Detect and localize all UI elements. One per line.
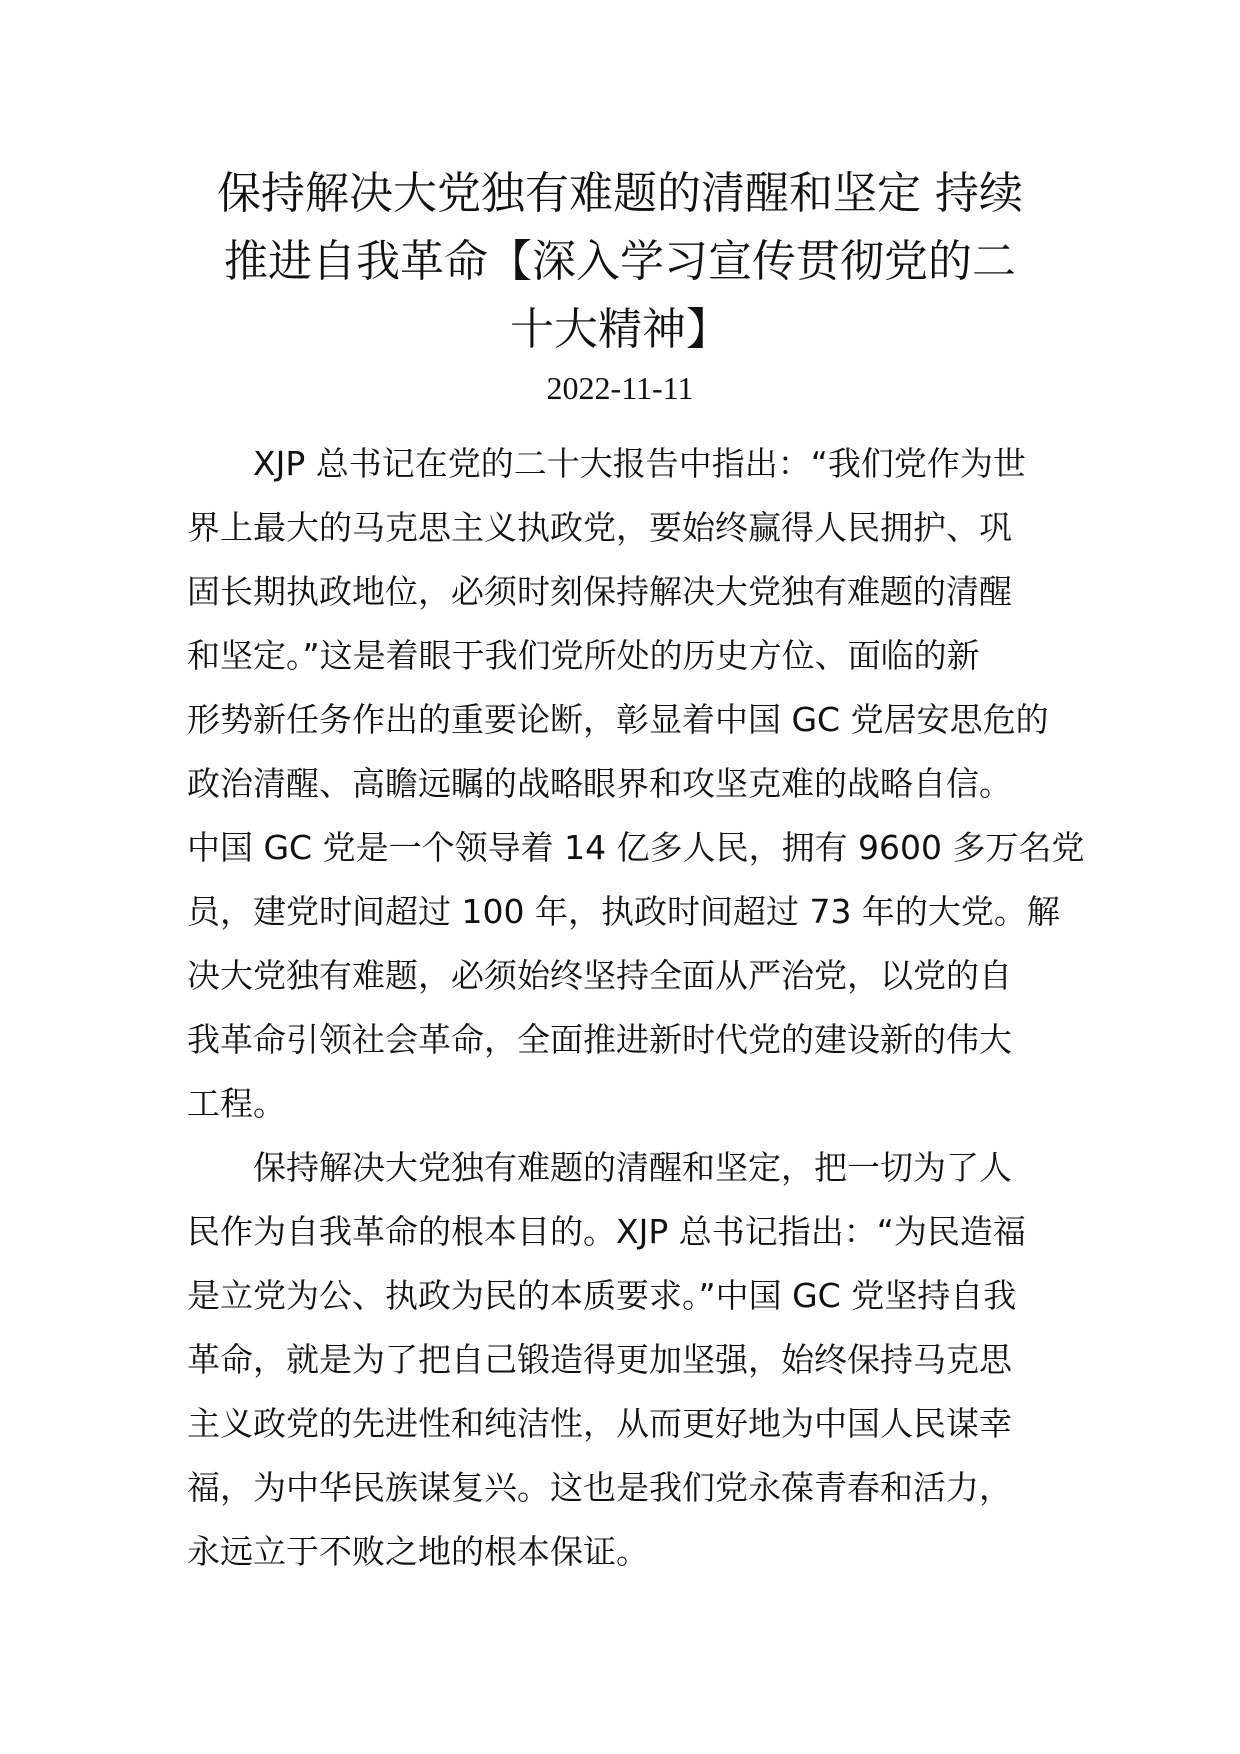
text-line: 保持解决大党独有难题的清醒和坚定，把一切为了人 — [253, 1148, 1012, 1187]
text-line: 福，为中华民族谋复兴。这也是我们党永葆青春和活力， — [187, 1468, 1012, 1507]
text-line: XJP 总书记在党的二十大报告中指出：“我们党作为世 — [253, 444, 1026, 483]
article-body — [187, 432, 1085, 1584]
title-line: 推进自我革命【深入学习宣传贯彻党的二 — [224, 236, 1016, 287]
paragraph-1 — [187, 432, 1085, 1136]
text-line: 是立党为公、执政为民的本质要求。”中国 GC 党坚持自我 — [187, 1276, 1017, 1315]
text-line: 决大党独有难题，必须始终坚持全面从严治党，以党的自 — [187, 956, 1012, 995]
text-line: 固长期执政地位，必须时刻保持解决大党独有难题的清醒 — [187, 572, 1012, 611]
title-line: 十大精神】 — [510, 304, 730, 355]
text-line: 和坚定。”这是着眼于我们党所处的历史方位、面临的新 — [187, 636, 980, 675]
text-line: 中国 GC 党是一个领导着 14 亿多人民，拥有 9600 多万名党 — [187, 828, 1085, 867]
text-line: 民作为自我革命的根本目的。XJP 总书记指出：“为民造福 — [187, 1212, 1026, 1251]
document-title — [180, 160, 1060, 364]
title-line: 保持解决大党独有难题的清醒和坚定 持续 — [217, 168, 1023, 219]
publish-date: 2022-11-11 — [546, 370, 694, 406]
text-line: 革命，就是为了把自己锻造得更加坚强，始终保持马克思 — [187, 1340, 1012, 1379]
text-line: 形势新任务作出的重要论断，彰显着中国 GC 党居安思危的 — [187, 700, 1049, 739]
text-line: 主义政党的先进性和纯洁性，从而更好地为中国人民谋幸 — [187, 1404, 1012, 1443]
text-line: 政治清醒、高瞻远瞩的战略眼界和攻坚克难的战略自信。 — [187, 764, 1012, 803]
text-line: 工程。 — [187, 1084, 286, 1123]
paragraph-2 — [187, 1136, 1057, 1584]
text-line: 我革命引领社会革命，全面推进新时代党的建设新的伟大 — [187, 1020, 1012, 1059]
text-line: 界上最大的马克思主义执政党，要始终赢得人民拥护、巩 — [187, 508, 1012, 547]
text-line: 永远立于不败之地的根本保证。 — [187, 1532, 649, 1571]
text-line: 员，建党时间超过 100 年，执政时间超过 73 年的大党。解 — [187, 892, 1060, 931]
